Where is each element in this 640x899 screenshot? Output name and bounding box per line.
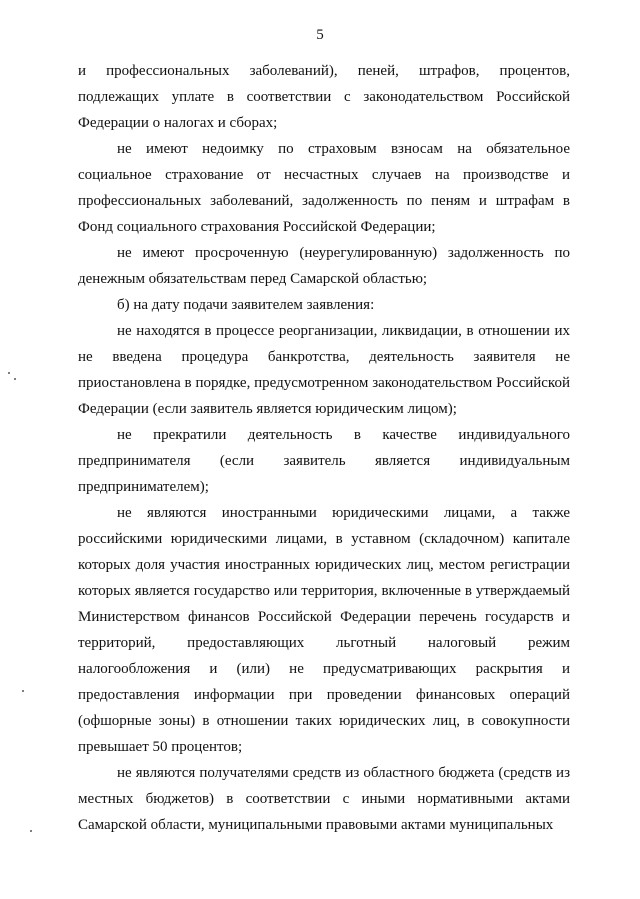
paragraph-4: б) на дату подачи заявителем заявления: xyxy=(117,297,375,313)
document-body xyxy=(78,58,570,838)
scan-speck xyxy=(14,378,16,380)
scan-speck xyxy=(30,830,32,832)
paragraph-8: не являются получателями средств из областного бюджета (средств из местных бюджетов) в соответствии с иными нормативными актами Самарской области, муниципальными правовыми актами муниципальных xyxy=(78,765,570,833)
scan-speck xyxy=(8,372,10,374)
paragraph-1: и профессиональных заболеваний), пеней, штрафов, процентов, подлежащих уплате в соответствии с законодательством Российской Федерации о налогах и сборах; xyxy=(78,63,570,131)
paragraph-5: не находятся в процессе реорганизации, ликвидации, в отношении их не введена процедура банкротства, деятельность заявителя не приостановлена в порядке, предусмотренном законодательством Российской Федерации (если заявитель является юридическим лицом); xyxy=(78,323,570,417)
paragraph-6: не прекратили деятельность в качестве индивидуального предпринимателя (если заявитель является индивидуальным предпринимателем); xyxy=(78,427,570,495)
paragraph-3: не имеют просроченную (неурегулированную) задолженность по денежным обязательствам перед Самарской областью; xyxy=(78,245,570,287)
scan-speck xyxy=(22,690,24,692)
paragraph-2: не имеют недоимку по страховым взносам на обязательное социальное страхование от несчастных случаев на производстве и профессиональных заболеваний, задолженность по пеням и штрафам в Фонд социального страхования Российской Федерации; xyxy=(78,141,570,235)
paragraph-7: не являются иностранными юридическими лицами, а также российскими юридическими лицами, в уставном (складочном) капитале которых доля участия иностранных юридических лиц, местом регистрации которых является государство или территория, включенные в утверждаемый Министерством финансов Российской Федерации перечень государств и территорий, предоставляющих льготный налоговый режим налогообложения и (или) не предусматривающих раскрытия и предоставления информации при проведении финансовых операций (офшорные зоны) в отношении таких юридических лиц, в совокупности превышает 50 процентов; xyxy=(78,505,570,755)
page-number: 5 xyxy=(316,27,324,43)
